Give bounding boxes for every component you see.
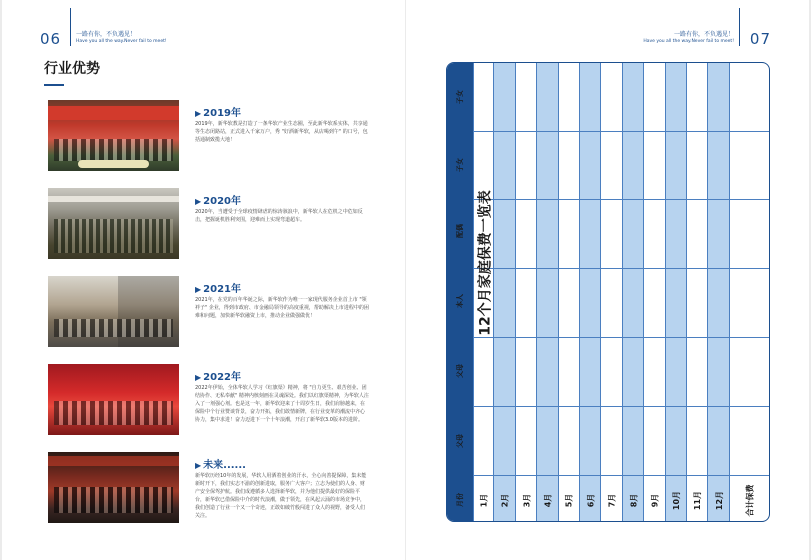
month-label: 1月 <box>478 493 488 507</box>
timeline-description: 2022年伊始，全体华软人学习《红旗渠》精神，将 "自力更生、艰苦创业、团结协作、无私奉献" 精神内核刻画在灵魂深处。我们以红旗渠精神，为华软人注入了一剂强心剂。也是这一年，新华软迎来了十周岁生日，我们肩膀越来，在保险中个行业赞谈背景，奋力开拓，我们敢情新牌，在行业变革的潮流中齐心协力，集中求进！奋力迈进下一个十年浪潮，开启了新华软3.0版本的进阶。 <box>195 385 369 423</box>
month-label: 7月 <box>607 493 617 507</box>
page-number-right: 07 <box>749 30 771 48</box>
year-label: 2021年 <box>203 284 241 295</box>
timeline-description: 2021年，在党的百年华诞之际，新华软作为唯一一家现代服务企业首上市 "领袢子" 企业，得到市政府、市金融局领导的高度重视，帮助解决上市进程中的困难和问题，加快新华软融资上市，推动企业做强做优！ <box>195 297 369 319</box>
timeline-description: 新华软历经10年的发展，华软人用洒着创业的汗水，全心向善提保障，集未能新时开下，我们实志不渝的创新进取，服务广大客户；立志为使们的人身、财产安全保驾护航。我们成遵循多人选择新华软，并为他们提供最好的保险平台，新华软已借保险中介的时代浪潮，做于领先，在风起云涌的市场竞争中，我们创造了行业一个又一个奇迹，正敢如破竹般闯进了众人的视野，备受人们关注。 <box>195 473 367 519</box>
event-photo-2021 <box>48 276 179 347</box>
member-label: 本人 <box>456 294 464 308</box>
timeline-entry-2022 <box>48 364 378 436</box>
member-label: 子女 <box>456 90 464 104</box>
header-tagline-left <box>76 31 167 45</box>
month-label: 4月 <box>543 493 553 507</box>
table-header-column <box>447 63 473 521</box>
member-label: 子女 <box>456 158 464 172</box>
left-page <box>2 0 405 560</box>
row-divider <box>473 199 769 200</box>
year-label: 2020年 <box>203 196 241 207</box>
premium-table <box>446 62 770 522</box>
timeline-year <box>195 456 246 471</box>
header-rule-right <box>739 8 740 46</box>
timeline-entry-2019 <box>48 100 378 172</box>
header-tagline-right <box>643 31 734 45</box>
right-page <box>406 0 809 560</box>
month-label: 9月 <box>650 493 660 507</box>
section-title: 行业优势 <box>44 61 100 77</box>
triangle-marker-icon: ▶ <box>195 373 202 382</box>
year-label: 未来...... <box>203 460 246 471</box>
tagline-en: Have you all the way.Never fail to meet! <box>76 38 167 44</box>
event-photo-2020 <box>48 188 179 259</box>
event-photo-2022 <box>48 364 179 435</box>
tagline-cn: 一路有你，不负遇见！ <box>76 31 137 38</box>
timeline-entry-2021 <box>48 276 378 348</box>
event-photo-future <box>48 452 179 523</box>
header-rule-left <box>70 8 71 46</box>
month-label: 3月 <box>521 493 531 507</box>
triangle-marker-icon: ▶ <box>195 461 202 470</box>
month-label: 10月 <box>671 490 681 510</box>
row-divider <box>473 268 769 269</box>
member-label: 父母 <box>456 434 464 448</box>
month-label: 11月 <box>693 490 703 510</box>
tagline-en: Have you all the way.Never fail to meet! <box>643 38 734 44</box>
timeline-year <box>195 192 241 207</box>
timeline-year <box>195 104 241 119</box>
row-divider <box>473 475 769 476</box>
timeline-year <box>195 368 241 383</box>
row-divider <box>473 406 769 407</box>
member-label: 配偶 <box>456 224 464 238</box>
section-title-underline <box>44 84 64 86</box>
timeline-description: 2020年，当遭受于全球疫情肆虐的惊涛骇浪中，新华软人在危机之中危如反击，把握诞机胜利突围，迎难而上实现弯道超车。 <box>195 209 363 223</box>
timeline-year <box>195 280 241 295</box>
month-label: 12月 <box>714 490 724 510</box>
triangle-marker-icon: ▶ <box>195 285 202 294</box>
timeline-entry-2020 <box>48 188 378 260</box>
year-label: 2019年 <box>203 108 241 119</box>
row-divider <box>473 337 769 338</box>
triangle-marker-icon: ▶ <box>195 109 202 118</box>
total-label: 合计保费 <box>745 484 755 516</box>
month-label: 8月 <box>628 493 638 507</box>
year-label: 2022年 <box>203 372 241 383</box>
month-label: 5月 <box>564 493 574 507</box>
member-label: 父母 <box>456 364 464 378</box>
event-photo-2019 <box>48 100 179 171</box>
page-number-left: 06 <box>40 30 62 48</box>
timeline-description: 2019年，新华软教是打造了一条华软产业生态圈，至此新华软系实体，共享通等生态闭路站，正式进入千家万户，秀 "好酒新华软，从店喝到午" 的口号，包括通制致揽大地！ <box>195 121 368 143</box>
month-label: 2月 <box>500 493 510 507</box>
row-divider <box>473 131 769 132</box>
month-label: 6月 <box>585 493 595 507</box>
month-header-label: 月份 <box>456 493 464 507</box>
triangle-marker-icon: ▶ <box>195 197 202 206</box>
table-title: 12个月家庭保费一览表 <box>477 190 494 336</box>
tagline-cn: 一路有你，不负遇见！ <box>673 31 734 38</box>
timeline-entry-future <box>48 452 378 524</box>
